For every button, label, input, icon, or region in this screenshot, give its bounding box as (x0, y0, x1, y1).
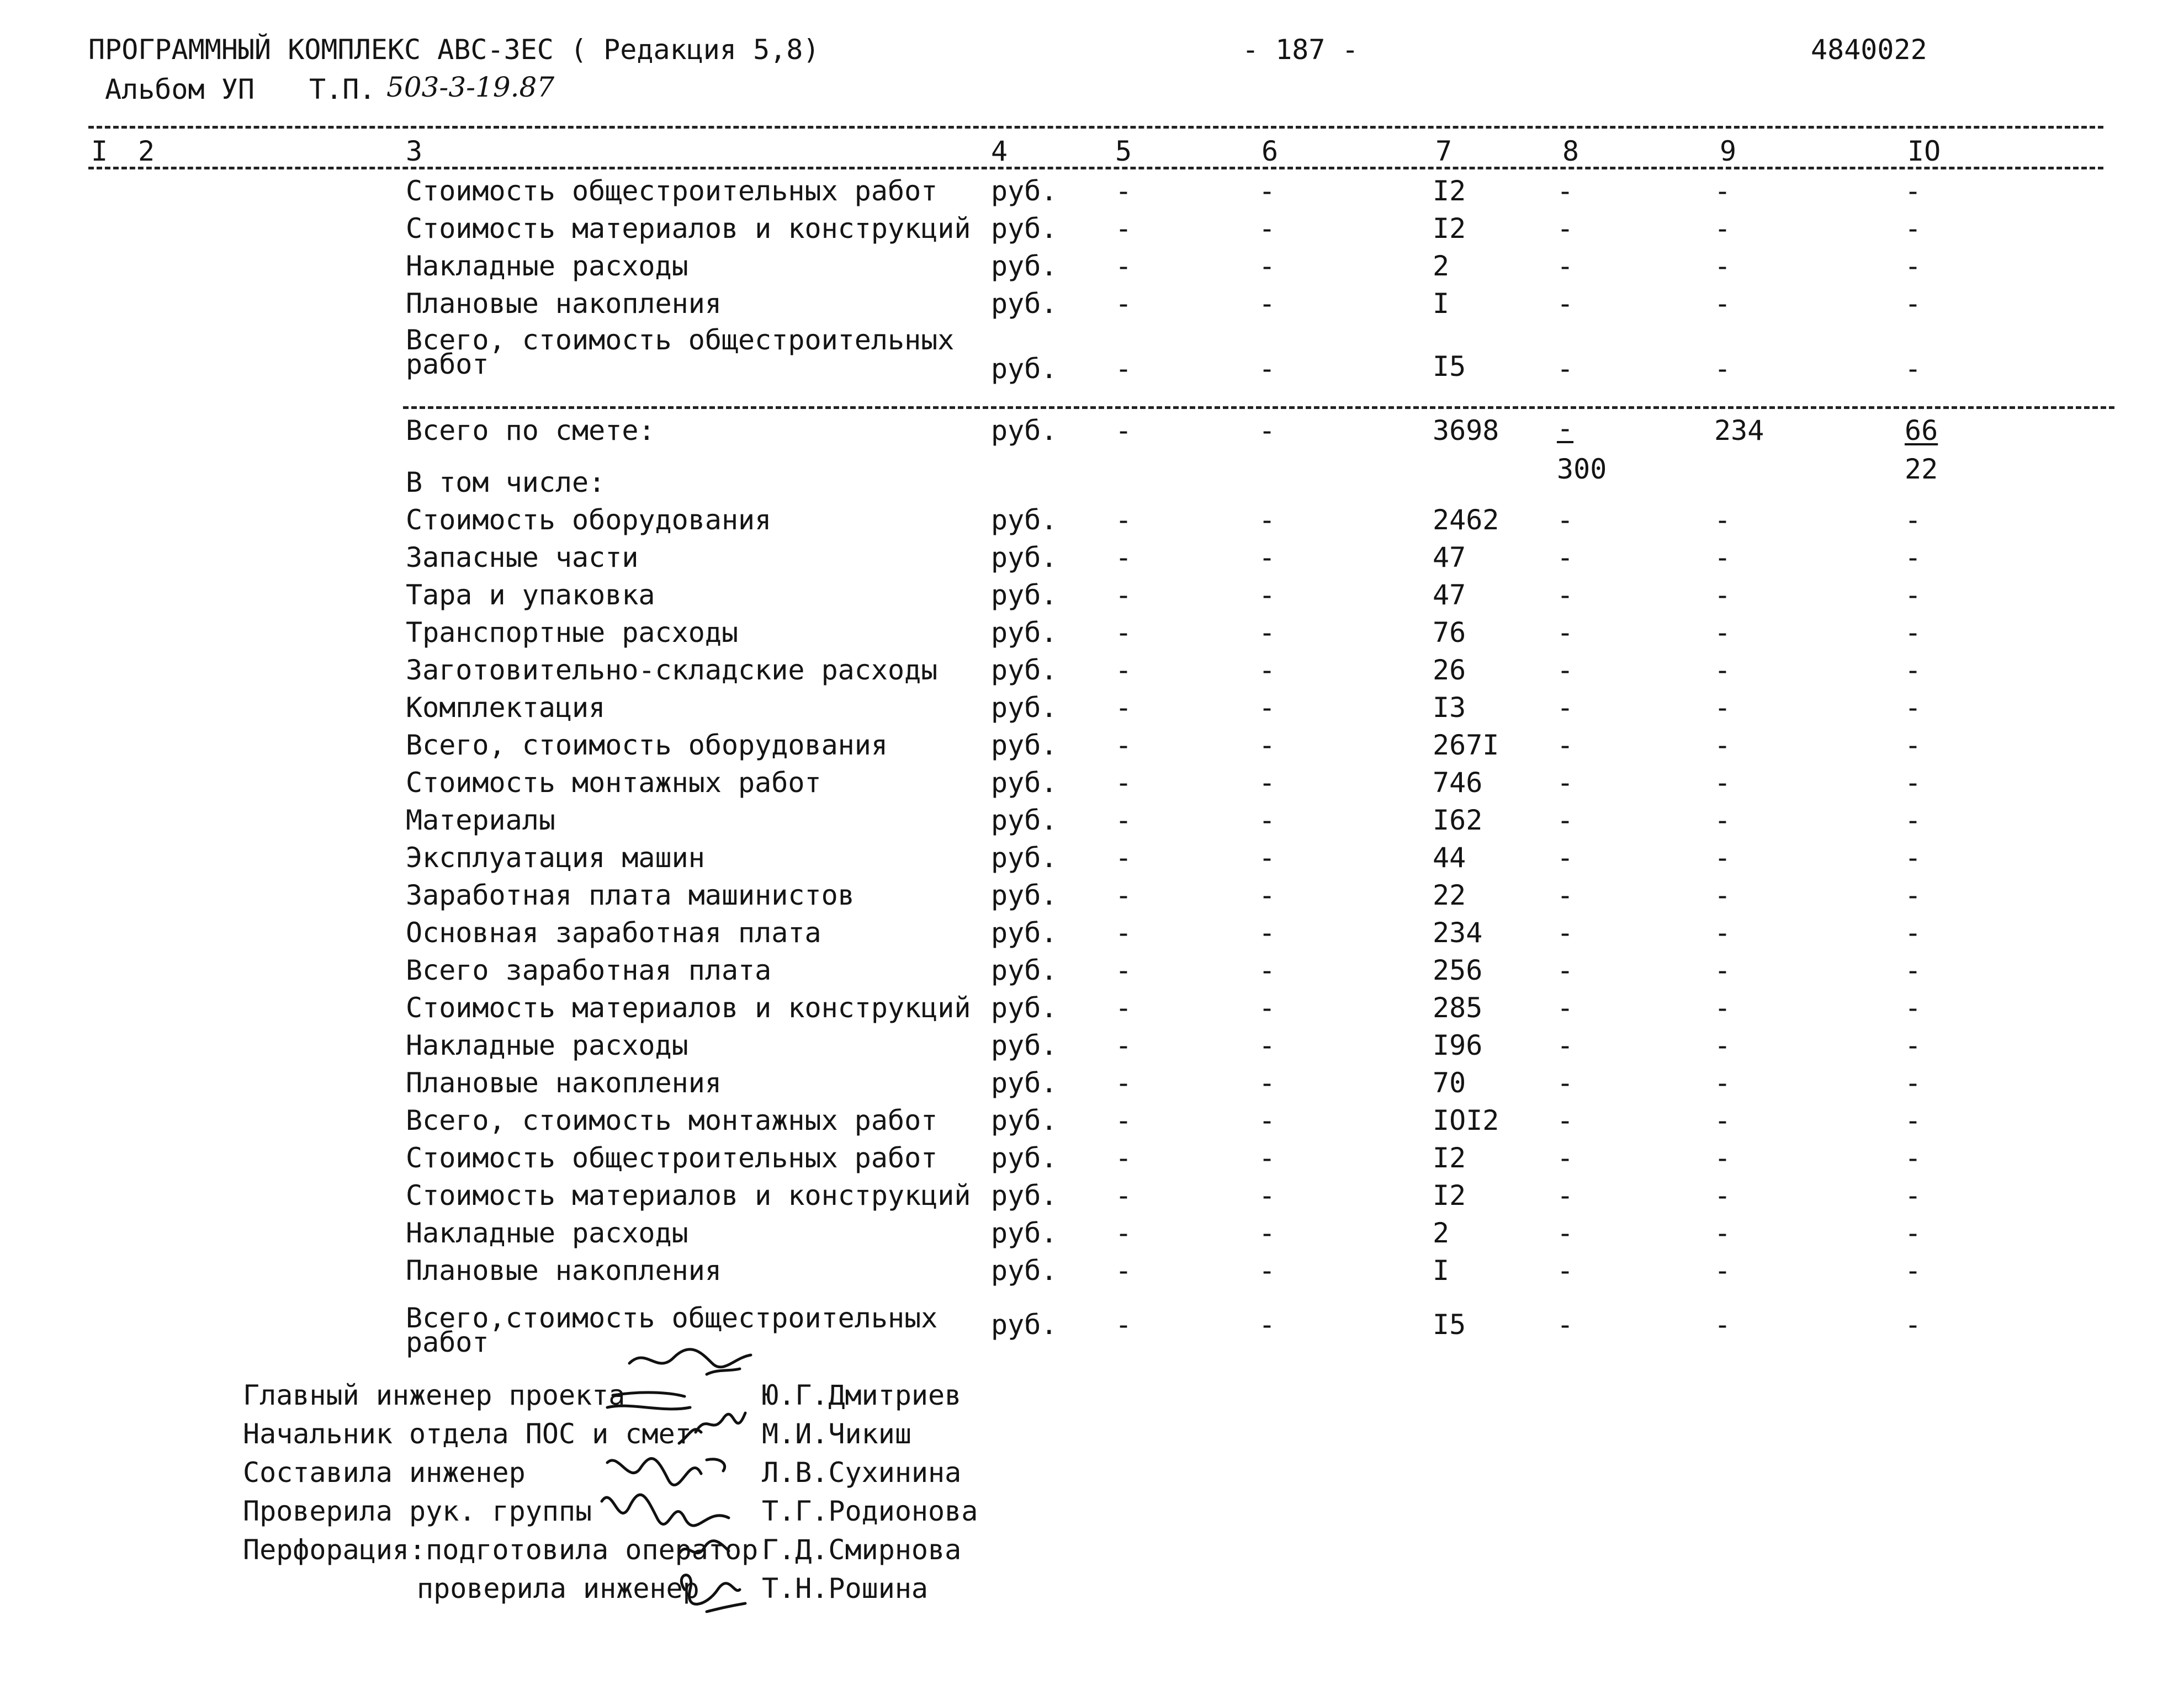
table-row-name: Материалы (406, 804, 555, 836)
table-cell: - (1115, 992, 1132, 1024)
table-row-unit: руб. (991, 1029, 1058, 1061)
col-num-8: 8 (1562, 135, 1579, 167)
table-cell: - (1557, 1142, 1574, 1174)
table-row-name: Стоимость общестроительных работ (406, 175, 938, 207)
table-row-name: Плановые накопления (406, 1255, 722, 1287)
table-row-name: Стоимость материалов и конструкций (406, 212, 971, 245)
table-cell: - (1115, 579, 1132, 611)
table-cell: - (1905, 804, 1922, 836)
table-cell: 70 (1433, 1067, 1466, 1099)
table-row-name: Плановые накопления (406, 1067, 722, 1099)
table-row-name: Основная заработная плата (406, 917, 821, 949)
table-cell: - (1557, 654, 1574, 686)
table-cell: - (1714, 617, 1731, 649)
table-cell: - (1905, 541, 1922, 573)
table-row-unit: руб. (991, 250, 1058, 282)
table-row-unit: руб. (991, 541, 1058, 573)
table-row-unit: руб. (991, 1255, 1058, 1287)
table-row-unit: руб. (991, 415, 1058, 447)
table-cell: - (1714, 175, 1731, 207)
table-cell: 22 (1433, 879, 1466, 911)
table-cell: 267I (1433, 729, 1499, 761)
table-cell: - (1557, 579, 1574, 611)
table-row-name: Накладные расходы (406, 250, 688, 282)
table-cell: - (1714, 692, 1731, 724)
table-cell: - (1714, 917, 1731, 949)
signature-role: проверила инженер (417, 1572, 699, 1604)
fraction-denominator: 300 (1557, 453, 1607, 485)
table-cell: - (1259, 1067, 1276, 1099)
project-label: Т.П. (309, 73, 376, 105)
table-row-unit: руб. (991, 954, 1058, 986)
table-cell: - (1557, 504, 1574, 536)
table-cell: I (1433, 1255, 1450, 1287)
table-cell: - (1905, 1179, 1922, 1212)
table-cell: - (1905, 917, 1922, 949)
table-row-unit: руб. (991, 654, 1058, 686)
grand-total-value: 3698 (1433, 415, 1499, 447)
table-cell: - (1714, 504, 1731, 536)
table-cell: - (1259, 729, 1276, 761)
table-cell: - (1115, 541, 1132, 573)
table-cell: - (1115, 1067, 1132, 1099)
table-cell: - (1905, 175, 1922, 207)
table-cell: - (1714, 541, 1731, 573)
table-cell: - (1714, 579, 1731, 611)
table-cell: - (1714, 992, 1731, 1024)
table-cell: - (1115, 1142, 1132, 1174)
table-cell: - (1557, 1309, 1574, 1341)
table-cell: - (1557, 692, 1574, 724)
table-cell: - (1115, 1179, 1132, 1212)
table-row-unit: руб. (991, 1067, 1058, 1099)
table-cell: - (1557, 954, 1574, 986)
table-cell: - (1557, 1104, 1574, 1136)
table-cell: - (1115, 1255, 1132, 1287)
table-cell: 26 (1433, 654, 1466, 686)
table-cell: - (1557, 767, 1574, 799)
table-cell: - (1259, 879, 1276, 911)
table-cell: - (1259, 767, 1276, 799)
table-cell: - (1115, 654, 1132, 686)
table-row-name: Стоимость материалов и конструкций (406, 992, 971, 1024)
table-row-name: Всего, стоимость монтажных работ (406, 1104, 938, 1136)
table-row-unit: руб. (991, 1309, 1058, 1341)
table-cell: - (1557, 1029, 1574, 1061)
table-row-name: Всего, стоимость оборудования (406, 729, 888, 761)
fraction-numerator: 66 (1905, 415, 1938, 447)
table-cell: - (1557, 541, 1574, 573)
table-cell: - (1714, 842, 1731, 874)
table-cell: - (1115, 175, 1132, 207)
signature-role: Главный инженер проекта (243, 1379, 625, 1411)
signature-name: Г.Д.Смирнова (762, 1534, 962, 1566)
table-cell: I2 (1433, 1142, 1466, 1174)
table-cell: - (1115, 1104, 1132, 1136)
table-cell: IOI2 (1433, 1104, 1499, 1136)
album-label: Альбом УП (105, 73, 255, 105)
table-row-name: Тара и упаковка (406, 579, 655, 611)
table-cell: 746 (1433, 767, 1483, 799)
table-cell: - (1115, 250, 1132, 282)
table-row-unit: руб. (991, 504, 1058, 536)
document-code: 4840022 (1811, 34, 1927, 66)
col-num-3: 3 (406, 135, 423, 167)
table-row-name: Эксплуатация машин (406, 842, 705, 874)
table-row-unit: руб. (991, 175, 1058, 207)
table-cell: 47 (1433, 541, 1466, 573)
table-cell: 47 (1433, 579, 1466, 611)
table-cell: - (1259, 1029, 1276, 1061)
table-row-unit: руб. (991, 1104, 1058, 1136)
table-cell: - (1115, 767, 1132, 799)
table-cell: - (1714, 654, 1731, 686)
signature-role: Проверила рук. группы (243, 1495, 592, 1527)
table-cell: - (1557, 879, 1574, 911)
table-cell: - (1557, 288, 1574, 320)
table-cell: - (1557, 917, 1574, 949)
table-cell: - (1259, 353, 1276, 385)
table-cell: 234 (1433, 917, 1483, 949)
table-cell: - (1905, 1067, 1922, 1099)
table-cell: - (1259, 917, 1276, 949)
table-cell: - (1905, 579, 1922, 611)
table-cell: - (1714, 250, 1731, 282)
table-row-unit: руб. (991, 353, 1058, 385)
table-cell: I5 (1433, 1309, 1466, 1341)
table-cell: - (1259, 1309, 1276, 1341)
table-cell: - (1714, 353, 1731, 385)
table-row-unit: руб. (991, 917, 1058, 949)
section-separator (403, 406, 2114, 409)
signature-name: Т.Н.Рошина (762, 1572, 929, 1604)
table-cell: 2 (1433, 250, 1450, 282)
table-cell: - (1714, 767, 1731, 799)
table-cell: - (1115, 954, 1132, 986)
table-cell: - (1259, 1217, 1276, 1249)
table-cell: - (1557, 804, 1574, 836)
table-cell: - (1905, 1104, 1922, 1136)
table-cell: - (1905, 842, 1922, 874)
table-cell: - (1905, 212, 1922, 245)
table-cell: - (1714, 1029, 1731, 1061)
table-cell: - (1259, 1255, 1276, 1287)
table-cell: - (1714, 288, 1731, 320)
table-cell: - (1905, 288, 1922, 320)
table-row-name: Стоимость материалов и конструкций (406, 1179, 971, 1212)
col-num-7: 7 (1435, 135, 1453, 167)
including-label: В том числе: (406, 466, 606, 498)
signature-name: М.И.Чикиш (762, 1418, 911, 1450)
table-row-unit: руб. (991, 617, 1058, 649)
header-rule-bottom (88, 167, 2103, 169)
table-cell: - (1259, 954, 1276, 986)
table-cell: - (1115, 504, 1132, 536)
table-cell: - (1905, 654, 1922, 686)
table-cell: - (1115, 729, 1132, 761)
table-cell: - (1557, 1255, 1574, 1287)
table-cell: I5 (1433, 350, 1466, 382)
table-cell: - (1905, 767, 1922, 799)
table-cell: - (1115, 917, 1132, 949)
table-cell: - (1115, 1309, 1132, 1341)
table-cell: - (1115, 415, 1132, 447)
table-row-unit: руб. (991, 992, 1058, 1024)
fraction-denominator: 22 (1905, 453, 1938, 485)
col-num-5: 5 (1115, 135, 1132, 167)
col-num-9: 9 (1720, 135, 1737, 167)
table-cell: - (1115, 288, 1132, 320)
table-cell: - (1714, 729, 1731, 761)
table-row-unit: руб. (991, 767, 1058, 799)
table-cell: I (1433, 288, 1450, 320)
table-cell: - (1905, 879, 1922, 911)
table-cell: I96 (1433, 1029, 1483, 1061)
table-cell: - (1905, 504, 1922, 536)
table-row-name: Накладные расходы (406, 1029, 688, 1061)
table-row-unit: руб. (991, 1142, 1058, 1174)
table-row-unit: руб. (991, 804, 1058, 836)
table-cell: - (1259, 654, 1276, 686)
table-row-name: Плановые накопления (406, 288, 722, 320)
col-num-2: 2 (138, 135, 155, 167)
table-row-name: Стоимость оборудования (406, 504, 772, 536)
table-cell: - (1905, 353, 1922, 385)
table-cell: - (1115, 1029, 1132, 1061)
table-cell: - (1905, 1142, 1922, 1174)
table-cell: I2 (1433, 175, 1466, 207)
table-cell: 2462 (1433, 504, 1499, 536)
table-cell: 2 (1433, 1217, 1450, 1249)
table-cell: - (1115, 804, 1132, 836)
table-cell: - (1557, 212, 1574, 245)
table-cell: - (1905, 954, 1922, 986)
signature-name: Л.В.Сухинина (762, 1457, 962, 1489)
col-num-6: 6 (1261, 135, 1279, 167)
table-row-name: Всего,стоимость общестроительных (406, 1302, 938, 1334)
table-cell: - (1714, 1309, 1731, 1341)
table-cell: - (1557, 353, 1574, 385)
table-cell: - (1115, 617, 1132, 649)
signature-name: Т.Г.Родионова (762, 1495, 978, 1527)
table-cell: - (1259, 288, 1276, 320)
table-cell: - (1259, 212, 1276, 245)
table-cell: - (1259, 175, 1276, 207)
table-cell: - (1259, 842, 1276, 874)
col-num-10: IO (1907, 135, 1941, 167)
table-row-unit: руб. (991, 879, 1058, 911)
table-cell: - (1557, 617, 1574, 649)
table-cell: - (1259, 804, 1276, 836)
table-cell: - (1115, 353, 1132, 385)
table-cell: - (1714, 954, 1731, 986)
table-row-name-cont: работ (406, 1326, 489, 1358)
table-cell: - (1259, 415, 1276, 447)
table-cell: - (1259, 1142, 1276, 1174)
table-cell: - (1714, 212, 1731, 245)
table-cell: - (1115, 692, 1132, 724)
signature-role: Перфорация:подготовила оператор (243, 1534, 759, 1566)
table-cell: - (1905, 1217, 1922, 1249)
signature-name: Ю.Г.Дмитриев (762, 1379, 962, 1411)
table-row-name: Всего, стоимость общестроительных (406, 324, 955, 356)
table-cell: - (1557, 992, 1574, 1024)
table-row-unit: руб. (991, 1179, 1058, 1212)
table-row-name: Запасные части (406, 541, 639, 573)
table-row-name: Всего заработная плата (406, 954, 772, 986)
project-number: 503-3-19.87 (386, 71, 555, 103)
table-cell: - (1259, 992, 1276, 1024)
table-row-name-cont: работ (406, 348, 489, 380)
table-cell: - (1259, 250, 1276, 282)
page-number: - 187 - (1242, 34, 1359, 66)
table-cell: - (1557, 842, 1574, 874)
table-cell: - (1714, 1255, 1731, 1287)
table-cell: 234 (1714, 415, 1764, 447)
table-row-unit: руб. (991, 288, 1058, 320)
table-cell: - (1259, 541, 1276, 573)
table-cell: - (1714, 1142, 1731, 1174)
table-cell: - (1714, 879, 1731, 911)
table-cell: - (1259, 1179, 1276, 1212)
table-cell: - (1905, 1255, 1922, 1287)
table-cell: - (1557, 250, 1574, 282)
table-cell: - (1714, 1104, 1731, 1136)
table-cell: - (1115, 879, 1132, 911)
table-cell: - (1905, 1309, 1922, 1341)
signature-role: Начальник отдела ПОС и смет (243, 1418, 692, 1450)
table-cell: 285 (1433, 992, 1483, 1024)
table-cell: - (1905, 1029, 1922, 1061)
table-cell: - (1714, 1067, 1731, 1099)
table-row-unit: руб. (991, 212, 1058, 245)
table-cell: 44 (1433, 842, 1466, 874)
table-cell: - (1259, 504, 1276, 536)
grand-total-label: Всего по смете: (406, 415, 655, 447)
table-cell: - (1115, 212, 1132, 245)
table-row-name: Накладные расходы (406, 1217, 688, 1249)
table-row-unit: руб. (991, 729, 1058, 761)
table-cell: - (1259, 1104, 1276, 1136)
table-cell: - (1557, 1179, 1574, 1212)
table-cell: - (1905, 992, 1922, 1024)
col-num-1: I (91, 135, 108, 167)
table-row-name: Стоимость общестроительных работ (406, 1142, 938, 1174)
program-title: ПРОГРАММНЫЙ КОМПЛЕКС АВС-ЗЕС ( Редакция 5,8) (88, 34, 820, 66)
table-cell: I62 (1433, 804, 1483, 836)
table-cell: - (1905, 617, 1922, 649)
table-row-name: Транспортные расходы (406, 617, 739, 649)
table-cell: - (1115, 842, 1132, 874)
table-cell: - (1557, 1067, 1574, 1099)
signature-role: Составила инженер (243, 1457, 526, 1489)
table-row-name: Стоимость монтажных работ (406, 767, 821, 799)
table-cell: - (1905, 692, 1922, 724)
table-row-unit: руб. (991, 1217, 1058, 1249)
table-cell: 76 (1433, 617, 1466, 649)
table-cell: - (1557, 175, 1574, 207)
table-cell: - (1714, 1217, 1731, 1249)
table-cell: I2 (1433, 212, 1466, 245)
table-cell: - (1557, 729, 1574, 761)
fraction-numerator: - (1557, 412, 1574, 444)
table-cell: - (1259, 579, 1276, 611)
table-cell: I3 (1433, 692, 1466, 724)
table-row-name: Комплектация (406, 692, 606, 724)
table-row-unit: руб. (991, 692, 1058, 724)
table-cell: - (1259, 692, 1276, 724)
table-row-name: Заработная плата машинистов (406, 879, 855, 911)
table-cell: - (1905, 729, 1922, 761)
table-cell: - (1259, 617, 1276, 649)
table-cell: I2 (1433, 1179, 1466, 1212)
handwritten-signatures-graphic (596, 1330, 773, 1639)
table-cell: - (1557, 1217, 1574, 1249)
table-row-unit: руб. (991, 842, 1058, 874)
table-row-unit: руб. (991, 579, 1058, 611)
table-cell: - (1714, 804, 1731, 836)
header-rule-top (88, 126, 2103, 129)
table-row-name: Заготовительно-складские расходы (406, 654, 938, 686)
table-cell: - (1115, 1217, 1132, 1249)
col-num-4: 4 (991, 135, 1008, 167)
table-cell: - (1714, 1179, 1731, 1212)
table-cell: 256 (1433, 954, 1483, 986)
table-cell: - (1905, 250, 1922, 282)
